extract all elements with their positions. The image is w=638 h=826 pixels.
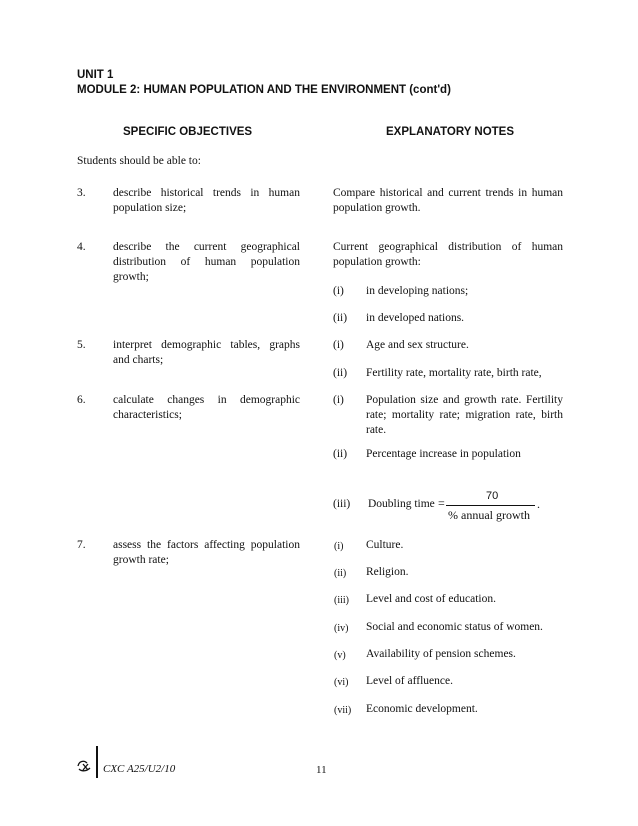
note-item-text: Percentage increase in population bbox=[366, 448, 521, 460]
formula-equals: = bbox=[438, 496, 445, 510]
explanatory-note: Current geographical distribution of human population growth: bbox=[333, 241, 563, 268]
note-item-text: Level and cost of education. bbox=[366, 593, 496, 605]
objective-number: 5. bbox=[77, 339, 86, 351]
cxc-logo-icon bbox=[75, 757, 95, 777]
note-item-label: (ii) bbox=[333, 448, 348, 460]
note-item-text: Age and sex structure. bbox=[366, 339, 469, 351]
note-item-text: Population size and growth rate. Fertility rate; mortality rate; migration rate, birth rate. bbox=[366, 394, 563, 436]
note-item-label: (v) bbox=[334, 650, 346, 661]
objective-number: 7. bbox=[77, 539, 86, 551]
objective-text: interpret demographic tables, graphs and charts; bbox=[113, 339, 300, 366]
formula-numerator: 70 bbox=[486, 490, 499, 502]
fraction-bar bbox=[446, 505, 535, 506]
note-item-text: Religion. bbox=[366, 566, 409, 578]
objective-number: 4. bbox=[77, 241, 86, 253]
note-item-label: (ii) bbox=[334, 568, 347, 579]
footer-divider bbox=[96, 746, 98, 778]
unit-title: UNIT 1 bbox=[77, 69, 114, 81]
note-item-label: (vi) bbox=[334, 677, 349, 688]
explanatory-note: Compare historical and current trends in human population growth. bbox=[333, 187, 563, 214]
objective-text: describe the current geographical distribution of human population growth; bbox=[113, 241, 300, 283]
note-item-label: (iv) bbox=[334, 623, 349, 634]
note-item-text: Level of affluence. bbox=[366, 675, 453, 687]
note-item-label: (i) bbox=[334, 541, 344, 552]
note-item-text: Economic development. bbox=[366, 703, 478, 715]
note-item-text: Fertility rate, mortality rate, birth rate, bbox=[366, 367, 542, 379]
intro-text: Students should be able to: bbox=[77, 155, 201, 167]
objective-text: describe historical trends in human population size; bbox=[113, 187, 300, 214]
note-item-label: (vii) bbox=[334, 705, 352, 716]
objective-text: calculate changes in demographic characteristics; bbox=[113, 394, 300, 421]
note-item-label: (ii) bbox=[333, 367, 348, 379]
objective-text: assess the factors affecting population growth rate; bbox=[113, 539, 300, 566]
note-item-label: (ii) bbox=[333, 312, 348, 324]
note-item-label: (i) bbox=[333, 394, 344, 406]
note-item-label: (iii) bbox=[333, 498, 351, 510]
note-item-text: Social and economic status of women. bbox=[366, 621, 543, 633]
module-title: MODULE 2: HUMAN POPULATION AND THE ENVIRONMENT (cont'd) bbox=[77, 84, 451, 96]
note-item-label: (i) bbox=[333, 339, 344, 351]
objective-number: 6. bbox=[77, 394, 86, 406]
page-number: 11 bbox=[316, 764, 327, 776]
note-item-text: in developing nations; bbox=[366, 285, 469, 297]
formula-denominator: % annual growth bbox=[448, 508, 530, 522]
formula-period: . bbox=[537, 497, 540, 511]
objective-number: 3. bbox=[77, 187, 86, 199]
note-item-text: Culture. bbox=[366, 539, 404, 551]
doubling-time-label: Doubling time bbox=[368, 498, 435, 510]
specific-objectives-heading: SPECIFIC OBJECTIVES bbox=[123, 126, 253, 138]
note-item-text: in developed nations. bbox=[366, 312, 465, 324]
note-item-label: (iii) bbox=[334, 595, 349, 606]
document-code: CXC A25/U2/10 bbox=[103, 763, 176, 775]
note-item-label: (i) bbox=[333, 285, 344, 297]
explanatory-notes-heading: EXPLANATORY NOTES bbox=[386, 126, 515, 138]
note-item-text: Availability of pension schemes. bbox=[366, 648, 516, 660]
